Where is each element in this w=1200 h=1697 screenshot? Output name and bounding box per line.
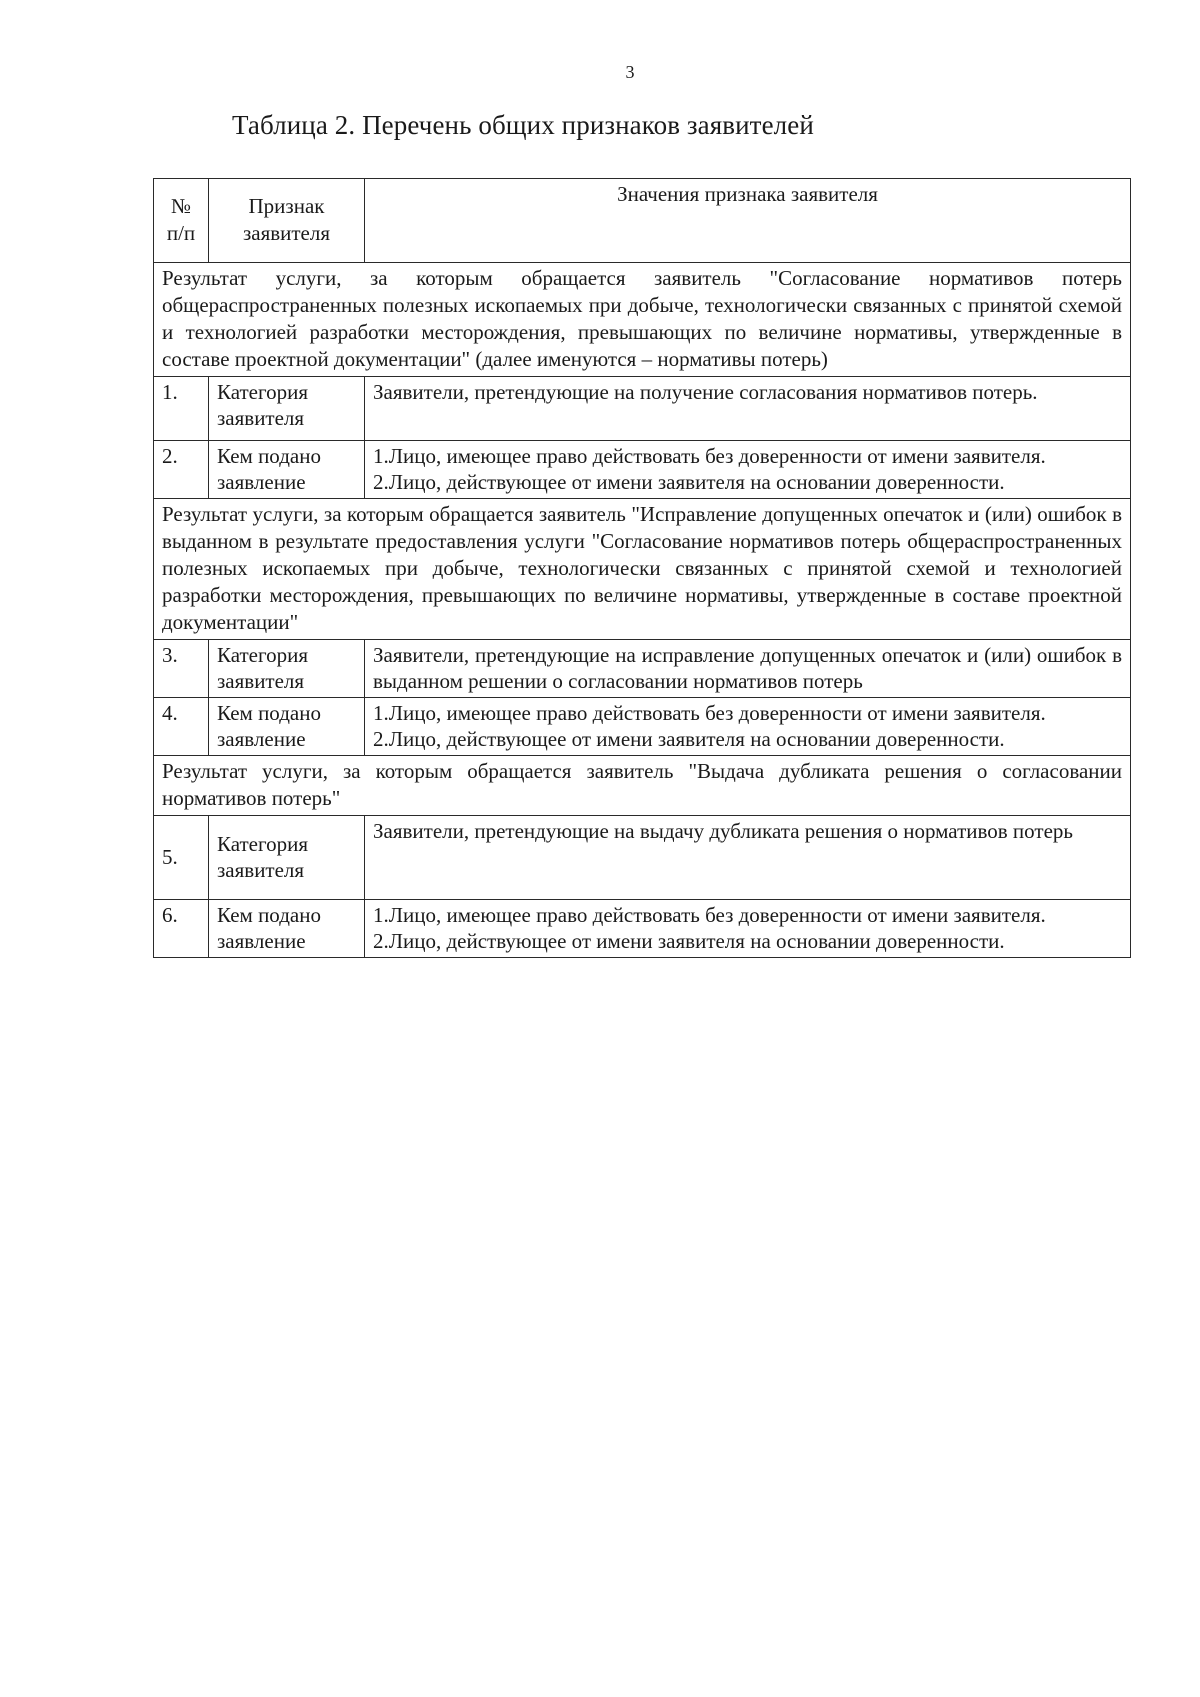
row-value	[365, 441, 1131, 499]
table-row	[154, 900, 1131, 958]
row-num: 5.	[154, 816, 209, 900]
row-num: 1.	[154, 377, 209, 441]
row-attribute: Кем подано заявление	[209, 900, 365, 958]
row-attribute: Кем подано заявление	[209, 441, 365, 499]
section-title: Результат услуги, за которым обращается заявитель "Согласование нормативов потерь общераспространенных полезных ископаемых при добыче, технологически связанных с принятой схемой и технологией разработки месторождения, превышающих по величине нормативы, утвержденные в составе проектной документации" (далее именуются – нормативы потерь)	[154, 263, 1131, 377]
row-num: 3.	[154, 640, 209, 698]
row-value-line: Заявители, претендующие на получение согласования нормативов потерь.	[373, 380, 1038, 404]
applicant-attributes-table	[153, 178, 1131, 958]
table-row	[154, 698, 1131, 756]
table-row	[154, 441, 1131, 499]
table-row	[154, 816, 1131, 900]
table-title: Таблица 2. Перечень общих признаков заявителей	[232, 110, 814, 140]
page-number: 3	[625, 62, 635, 82]
section-row	[154, 756, 1131, 816]
row-value	[365, 698, 1131, 756]
table-row	[154, 640, 1131, 698]
row-num: 6.	[154, 900, 209, 958]
row-value-line: 2.Лицо, действующее от имени заявителя на основании доверенности.	[373, 470, 1005, 494]
row-attribute: Кем подано заявление	[209, 698, 365, 756]
row-value-line: Заявители, претендующие на выдачу дубликата решения о нормативов потерь	[373, 819, 1073, 843]
row-num: 4.	[154, 698, 209, 756]
section-row	[154, 499, 1131, 640]
header-values: Значения признака заявителя	[365, 179, 1131, 263]
row-value	[365, 816, 1131, 900]
row-value	[365, 640, 1131, 698]
row-value-line: 1.Лицо, имеющее право действовать без доверенности от имени заявителя.	[373, 444, 1046, 468]
row-attribute: Категория заявителя	[209, 377, 365, 441]
row-attribute: Категория заявителя	[209, 640, 365, 698]
row-value-line: 1.Лицо, имеющее право действовать без доверенности от имени заявителя.	[373, 903, 1046, 927]
row-value-line: 2.Лицо, действующее от имени заявителя на основании доверенности.	[373, 929, 1005, 953]
section-title: Результат услуги, за которым обращается заявитель "Исправление допущенных опечаток и (или) ошибок в выданном в результате предоставления услуги "Согласование нормативов потерь общераспространенных полезных ископаемых при добыче, технологически связанных с принятой схемой и технологией разработки месторождения, превышающих по величине нормативы, утвержденные в составе проектной документации"	[154, 499, 1131, 640]
row-value-line: 2.Лицо, действующее от имени заявителя на основании доверенности.	[373, 727, 1005, 751]
row-value-line: Заявители, претендующие на исправление допущенных опечаток и (или) ошибок в выданном решении о согласовании нормативов потерь	[373, 643, 1122, 693]
table-header-row	[154, 179, 1131, 263]
header-num: № п/п	[154, 179, 209, 263]
table-row	[154, 377, 1131, 441]
row-value	[365, 900, 1131, 958]
header-attribute: Признак заявителя	[209, 179, 365, 263]
section-row	[154, 263, 1131, 377]
row-value-line: 1.Лицо, имеющее право действовать без доверенности от имени заявителя.	[373, 701, 1046, 725]
row-num: 2.	[154, 441, 209, 499]
row-attribute: Категория заявителя	[209, 816, 365, 900]
row-value	[365, 377, 1131, 441]
section-title: Результат услуги, за которым обращается заявитель "Выдача дубликата решения о согласовании нормативов потерь"	[154, 756, 1131, 816]
